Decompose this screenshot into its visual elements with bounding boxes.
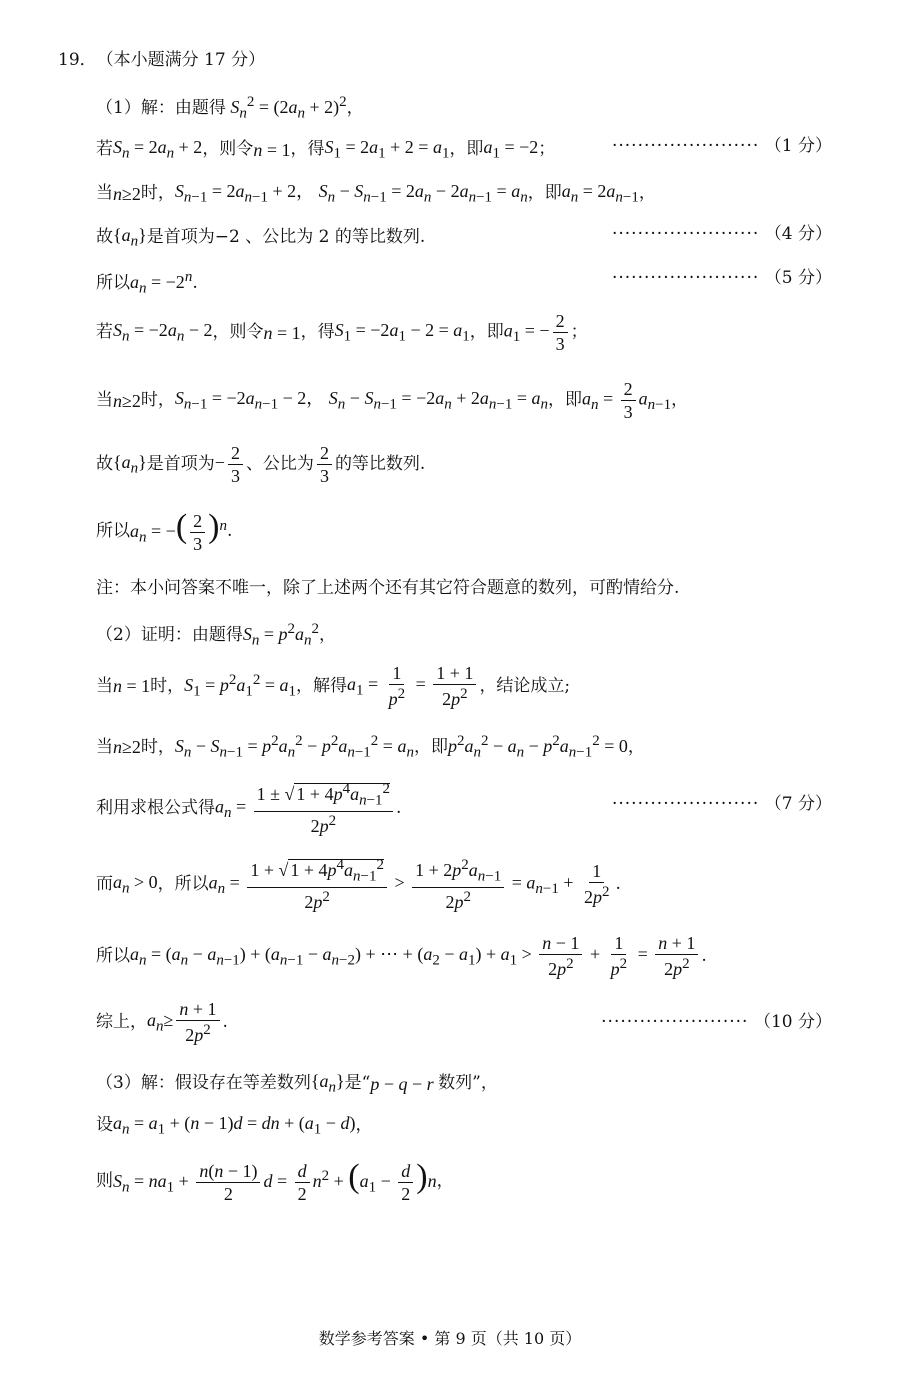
text: 是“ <box>344 1073 371 1094</box>
text: 故 <box>96 227 113 248</box>
text: 是首项为 <box>146 454 215 474</box>
p2-line-5: 而 $a_n > 0$ ，所以 $a_n$ = $\frac{1 + √ 1 + 4p^4a_{n-1}^2}{2p^2}$ > $\frac{1 + 2p^2a_{n-1}}{2p^2}$ = $a_{n-1}$ + $\frac{1}{2p^2}$ . <box>96 857 621 912</box>
text: ，即 <box>548 390 583 410</box>
formula: $a_1$ = $\frac{1}{p^2}$ = $\frac{1 + 1}{2p^2}$ <box>347 664 479 708</box>
formula: p − q − r <box>370 1073 434 1094</box>
p1-line-6: 若 $S_n = -2a_n - 2$ ，则令 n = 1 ，得 $S_1 = -2a_1 - 2 = a_1$ ，即 $a_1$ = − $\frac{2}{3}$ ； <box>96 311 588 354</box>
text: ，结论成立; <box>479 675 571 696</box>
formula: $S_1 = p^2a_1^2 = a_1$ <box>184 671 296 700</box>
formula: $S_n^2 = (2a_n + 2)^2$ <box>230 94 347 122</box>
text: 所以 <box>96 272 130 293</box>
text: 所以 <box>96 521 130 542</box>
text: 设 <box>96 1115 113 1136</box>
formula: $a_n = -2^n$ <box>130 269 193 297</box>
p1-line-8 <box>96 444 425 485</box>
text: 数列”， <box>438 1073 498 1094</box>
formula: $\{a_n\}$ <box>310 1071 345 1096</box>
text: （3）解：假设存在等差数列 <box>96 1073 311 1094</box>
formula: $S_1 = -2a_1 - 2 = a_1$ <box>334 319 470 345</box>
score-label: （1 分） <box>773 136 832 156</box>
score-mark: ······················· （7 分） <box>611 794 832 814</box>
p2-line-6: 所以 $a_n = (a_n - a_{n-1}) + (a_{n-1} - a_{n-2})$ + ⋯ + $(a_2 - a_1) + a_1$ > $\frac{n - 1}{2p^2}$ + $\frac{1}{p^2}$ = $\frac{n + 1}{2p^2}$ . <box>96 933 707 979</box>
text: 而 <box>96 873 113 894</box>
formula: − $\frac{2}{3}$ <box>215 444 246 485</box>
formula: n = 1 <box>253 139 291 160</box>
formula: $\{a_n\}$ <box>113 225 147 250</box>
text: 当 <box>96 736 113 757</box>
p3-line-1 <box>96 1072 498 1096</box>
text: 当 <box>96 390 113 410</box>
text: 综上， <box>96 1011 147 1032</box>
text: 则 <box>96 1171 113 1192</box>
formula: $S_{n-1} = -2a_{n-1} - 2$， $S_n - S_{n-1} = -2a_n + 2a_{n-1} = a_n$ <box>174 387 549 413</box>
formula: $\{a_n\}$ <box>113 451 147 477</box>
formula: $S_1 = 2a_1 + 2 = a_1$ <box>324 137 450 162</box>
text: ，即 <box>469 322 504 342</box>
score-mark: ······················· （1 分） <box>611 136 832 156</box>
formula: $a_n$ = $\frac{2}{3}$ $a_{n-1}$ <box>582 379 672 422</box>
score-mark: ······················· （10 分） <box>601 1012 832 1032</box>
text: 故 <box>96 454 113 474</box>
text: ，即 <box>413 736 448 757</box>
question-number: 19． <box>58 50 97 70</box>
p1-line-2: 若 $S_n = 2a_n + 2$ ，则令 n = 1 ，得 $S_1 = 2a_1 + 2 = a_1$ ，即 $a_1 = -2$ ； <box>96 137 556 162</box>
p1-line-3: 当 n≥2 时， $S_{n-1} = 2a_{n-1} + 2$， $S_n - S_{n-1} = 2a_n - 2a_{n-1} = a_n$ ，即 $a_n = 2a_{n-1}$ ， <box>96 181 656 206</box>
note-text: 注：本小问答案不唯一，除了上述两个还有其它符合题意的数列，可酌情给分. <box>96 578 680 598</box>
formula: $a_n = a_1 + (n - 1)d$ = dn + $(a_1 - d)$ <box>113 1113 356 1138</box>
text: 时， <box>140 390 175 410</box>
score-mark: ······················· （5 分） <box>611 268 832 288</box>
formula: $a_1 = -2$ <box>483 137 539 162</box>
p3-line-3: 则 $S_n = na_1$ + $\frac{n(n - 1)}{2}$ d = $\frac{d}{2}$ $n^2 + (a_1$ − $\frac{d}{2}$ )n ， <box>96 1158 454 1205</box>
formula: n = 1 <box>263 322 301 343</box>
formula: $S_n = na_1$ + $\frac{n(n - 1)}{2}$ d = $\frac{d}{2}$ $n^2 + (a_1$ − $\frac{d}{2}$ )n <box>113 1158 437 1205</box>
formula: $p^2a_n^2 - a_n - p^2a_{n-1}^2 = 0$ <box>447 733 628 761</box>
formula: $\frac{2}{3}$ <box>314 444 335 485</box>
formula: $a_n$ = −( $\frac{2}{3}$ )$^n$ <box>130 508 227 555</box>
text: ，得 <box>300 322 335 342</box>
text: 、公比为 <box>245 454 314 474</box>
text: （2）证明：由题得 <box>96 624 243 645</box>
score-label: （4 分） <box>773 224 832 244</box>
text: 利用求根公式得 <box>96 797 215 818</box>
formula: $S_n - S_{n-1} = p^2a_n^2 - p^2a_{n-1}^2 = a_n$ <box>174 733 414 761</box>
text: 是首项为−2 、公比为 2 的等比数列. <box>146 227 426 248</box>
score-mark: ······················· （4 分） <box>611 224 832 244</box>
score-label: （5 分） <box>773 268 832 288</box>
text: 时， <box>150 675 185 696</box>
p2-line-3: 当 n≥2 时， $S_n - S_{n-1} = p^2a_n^2 - p^2a_{n-1}^2 = a_n$ ，即 $p^2a_n^2 - a_n - p^2a_{n-1}^2 = 0$ ， <box>96 733 645 761</box>
text: ，解得 <box>295 675 347 696</box>
text: 的等比数列. <box>334 454 426 474</box>
text: 若 <box>96 322 113 342</box>
formula: $S_n = p^2a_n^2$ <box>242 621 319 649</box>
p1-line-4 <box>96 226 425 250</box>
formula: $a_n = 2a_{n-1}$ <box>561 181 639 206</box>
formula: $a_n$ = $\frac{1 + √ 1 + 4p^4a_{n-1}^2}{2p^2}$ > $\frac{1 + 2p^2a_{n-1}}{2p^2}$ = $a_{n-1}$ + $\frac{1}{2p^2}$ <box>208 857 610 912</box>
score-label: （7 分） <box>773 794 832 814</box>
text: 时， <box>140 183 175 204</box>
formula: $S_{n-1} = 2a_{n-1} + 2$， $S_n - S_{n-1} = 2a_n - 2a_{n-1} = a_n$ <box>174 181 528 206</box>
formula: $a_1$ = − $\frac{2}{3}$ <box>504 312 571 353</box>
formula: $a_n > 0$ <box>113 871 158 897</box>
p2-line-4: 利用求根公式得 $a_n$ = $\frac{1 \pm √ 1 + 4p^4a_{n-1}^2}{2p^2}$ . <box>96 781 402 836</box>
formula: $S_n = 2a_n + 2$ <box>113 137 203 162</box>
p1-line-1: （1）解：由题得 $S_n^2 = (2a_n + 2)^2$ ， <box>96 94 364 122</box>
text: 时， <box>140 736 175 757</box>
formula: n≥2 <box>113 183 141 204</box>
text: ，则令 <box>212 322 264 342</box>
p3-line-2: 设 $a_n = a_1 + (n - 1)d$ = dn + $(a_1 - d)$ ， <box>96 1113 373 1138</box>
p2-line-2 <box>96 664 570 708</box>
formula: n≥2 <box>113 737 141 758</box>
formula: $a_n$ = $\frac{1 \pm √ 1 + 4p^4a_{n-1}^2}{2p^2}$ <box>215 782 396 835</box>
formula: $S_n = -2a_n - 2$ <box>113 319 213 345</box>
text: 当 <box>96 183 113 204</box>
p1-line-7: 当 n≥2 时， $S_{n-1} = -2a_{n-1} - 2$， $S_n - S_{n-1} = -2a_n + 2a_{n-1} = a_n$ ，即 $a_n$ = $\frac{2}{3}$ $a_{n-1}$ ， <box>96 379 689 422</box>
p1-line-5: 所以 $a_n = -2^n$ . <box>96 269 198 297</box>
page-footer: 数学参考答案 • 第 9 页（共 10 页） <box>318 1329 582 1348</box>
text: ，即 <box>527 183 562 204</box>
question-points: （本小题满分 17 分） <box>96 50 266 70</box>
p1-intro: （1）解：由题得 <box>96 97 226 118</box>
p2-line-7: 综上， $a_n\ge$ $\frac{n + 1}{2p^2}$ . <box>96 999 228 1045</box>
text: ，即 <box>449 139 484 160</box>
score-label: （10 分） <box>762 1012 832 1032</box>
p1-line-9: 所以 $a_n$ = −( $\frac{2}{3}$ )$^n$ . <box>96 508 233 555</box>
formula: $a_n = (a_n - a_{n-1}) + (a_{n-1} - a_{n-2})$ + ⋯ + $(a_2 - a_1) + a_1$ > $\frac{n - 1}{2p^2}$ + $\frac{1}{p^2}$ = $\frac{n + 1}{2p^2}$ <box>130 934 701 978</box>
formula: n = 1 <box>113 676 151 696</box>
text: 所以 <box>96 945 130 966</box>
formula: $a_n\ge$ $\frac{n + 1}{2p^2}$ <box>147 1000 223 1044</box>
question-header <box>58 52 265 69</box>
text: 当 <box>96 675 113 696</box>
text: ，则令 <box>202 139 254 160</box>
text: 若 <box>96 139 113 160</box>
text: ，得 <box>290 139 325 160</box>
text: ，所以 <box>157 873 209 894</box>
p1-note <box>96 580 679 597</box>
p2-line-1: （2）证明：由题得 $S_n = p^2a_n^2$ ， <box>96 621 336 649</box>
formula: n≥2 <box>113 390 141 411</box>
